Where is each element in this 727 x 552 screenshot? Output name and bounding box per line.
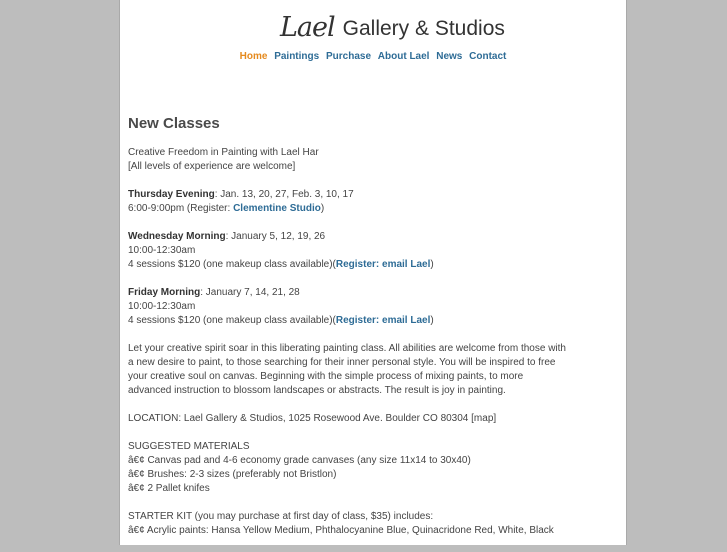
location: LOCATION: Lael Gallery & Studios, 1025 Rosewood Ave. Boulder CO 80304 [map] <box>128 413 497 424</box>
friday-time: 10:00-12:30am <box>128 301 196 312</box>
thursday-suffix: ) <box>320 203 325 214</box>
wednesday-suffix: ) <box>430 259 434 270</box>
main-content <box>128 115 568 552</box>
intro-line-1: Creative Freedom in Painting with Lael Har <box>128 147 319 158</box>
nav-contact[interactable]: Contact <box>469 51 507 62</box>
wednesday-sessions: 4 sessions $120 (one makeup class available)( <box>128 259 336 270</box>
page-title: New Classes <box>128 115 220 132</box>
friday-dates: : January 7, 14, 21, 28 <box>200 287 300 298</box>
materials-item: â€¢ Brushes: 2-3 sizes (preferably not Bristlon) <box>128 469 337 480</box>
suggested-materials <box>128 440 568 496</box>
materials-item: â€¢ 2 Pallet knifes <box>128 483 210 494</box>
wednesday-dates: : January 5, 12, 19, 26 <box>225 231 326 242</box>
logo-signature: Lael <box>280 12 335 43</box>
materials-item: â€¢ Canvas pad and 4-6 economy grade canvases (any size 11x14 to 30x40) <box>128 455 471 466</box>
site-logo[interactable] <box>280 14 505 42</box>
starter-item: â€¢ Acrylic paints: Hansa Yellow Medium, Phthalocyanine Blue, Quinacridone Red, White, Black <box>128 525 554 536</box>
friday-suffix: ) <box>430 315 434 326</box>
class-thursday <box>128 188 568 216</box>
page-container <box>119 0 627 545</box>
friday-sessions: 4 sessions $120 (one makeup class available)( <box>128 315 336 326</box>
nav-about[interactable]: About Lael <box>377 51 430 62</box>
friday-label: Friday Morning <box>128 287 201 298</box>
wednesday-register-link[interactable]: Register: email Lael <box>335 259 431 270</box>
materials-heading: SUGGESTED MATERIALS <box>128 441 250 452</box>
wednesday-label: Wednesday Morning <box>128 231 226 242</box>
wednesday-time: 10:00-12:30am <box>128 245 196 256</box>
nav-purchase[interactable]: Purchase <box>325 51 372 62</box>
starter-heading: STARTER KIT (you may purchase at first day of class, $35) includes: <box>128 511 434 522</box>
nav-home[interactable]: Home <box>239 51 268 62</box>
logo-text: Gallery & Studios <box>342 17 505 40</box>
intro <box>128 146 568 174</box>
class-friday <box>128 286 568 328</box>
nav-paintings[interactable]: Paintings <box>274 51 320 62</box>
main-nav <box>120 51 626 62</box>
friday-register-link[interactable]: Register: email Lael <box>335 315 431 326</box>
nav-news[interactable]: News <box>436 51 463 62</box>
class-description: Let your creative spirit soar in this liberating painting class. All abilities are welcome from those with a new desire to paint, to those searching for their inner personal style. You will be inspired to free your creative soul on canvas. Beginning with the simple process of mixing paints, to more advanced instruction to blossom landscapes or abstracts. The result is joy in painting. <box>128 343 566 396</box>
thursday-time: 6:00-9:00pm (Register: <box>128 203 234 214</box>
thursday-dates: : Jan. 13, 20, 27, Feb. 3, 10, 17 <box>214 189 354 200</box>
thursday-label: Thursday Evening <box>128 189 215 200</box>
intro-line-2: [All levels of experience are welcome] <box>128 161 296 172</box>
starter-kit <box>128 510 568 538</box>
clementine-studio-link[interactable]: Clementine Studio <box>233 203 321 214</box>
class-wednesday <box>128 230 568 272</box>
